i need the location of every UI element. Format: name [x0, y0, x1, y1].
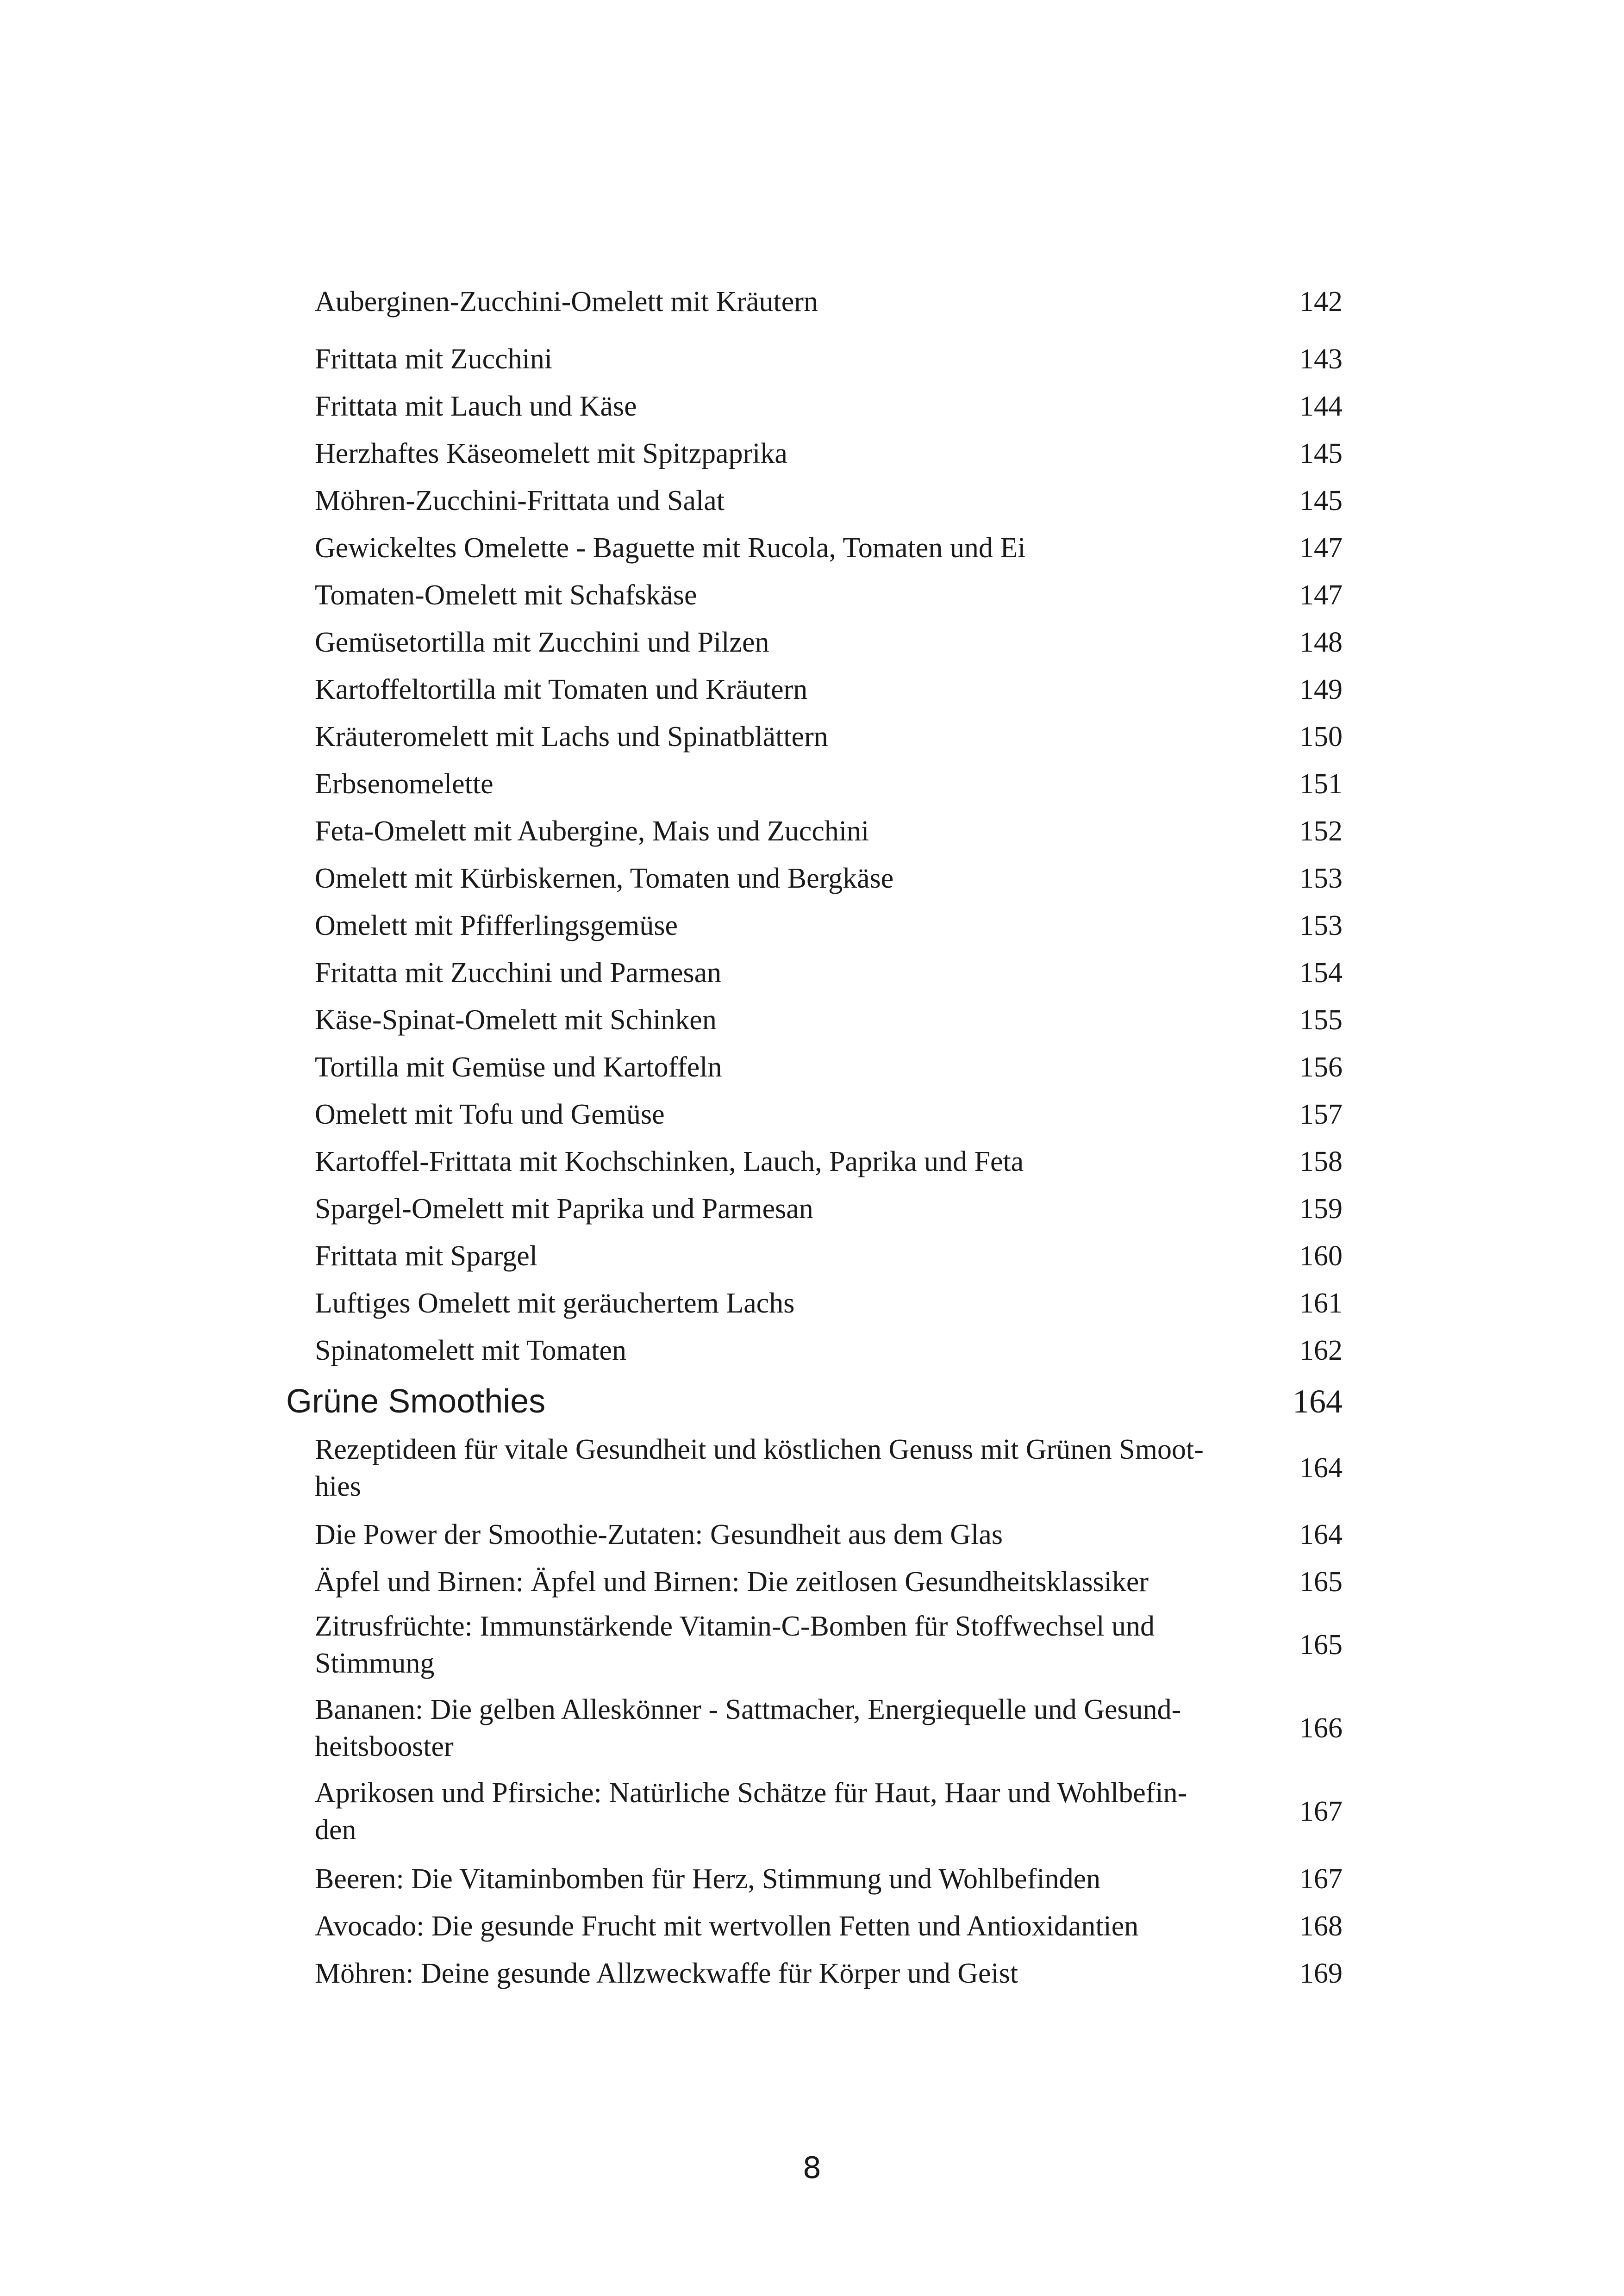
toc-entry-page: 162 [1299, 1335, 1343, 1366]
toc-entry-title-line: Bananen: Die gelben Alleskönner - Sattmacher, Energiequelle und Gesund- [315, 1694, 1181, 1725]
toc-entry-title: Gemüsetortilla mit Zucchini und Pilzen [315, 627, 769, 658]
toc-entry[interactable] [315, 482, 1343, 519]
toc-entry-page: 155 [1299, 1004, 1343, 1036]
toc-entry[interactable] [315, 765, 1343, 803]
toc-entry-page: 145 [1299, 438, 1343, 469]
toc-entry-page: 160 [1299, 1240, 1343, 1272]
toc-entry[interactable] [315, 1238, 1343, 1275]
toc-entry-title [315, 1691, 1287, 1765]
toc-entry[interactable] [315, 1143, 1343, 1180]
toc-entry[interactable] [315, 1190, 1343, 1227]
toc-entry-title-line: hies [315, 1471, 361, 1502]
toc-entry-page: 166 [1299, 1712, 1343, 1744]
toc-entry-title: Frittata mit Spargel [315, 1240, 538, 1272]
toc-entry-title: Frittata mit Zucchini [315, 343, 553, 375]
toc-entry[interactable] [315, 671, 1343, 708]
toc-entry-title: Kartoffeltortilla mit Tomaten und Kräutern [315, 674, 808, 705]
toc-entry-page: 167 [1299, 1796, 1343, 1827]
toc-entry-page: 145 [1299, 485, 1343, 516]
toc-entry-title: Spargel-Omelett mit Paprika und Parmesan [315, 1193, 813, 1225]
toc-entry-title: Die Power der Smoothie-Zutaten: Gesundheit aus dem Glas [315, 1519, 1003, 1550]
toc-entry[interactable] [315, 813, 1343, 850]
toc-entry-title: Kartoffel-Frittata mit Kochschinken, Lauch, Paprika und Feta [315, 1146, 1024, 1177]
toc-entry-title: Herzhaftes Käseomelett mit Spitzpaprika [315, 438, 787, 469]
toc-entry-title: Luftiges Omelett mit geräuchertem Lachs [315, 1288, 795, 1319]
toc-entry-page: 167 [1299, 1863, 1343, 1895]
toc-entry[interactable] [315, 283, 1343, 320]
toc-entry-page: 152 [1299, 815, 1343, 847]
toc-section-heading[interactable] [286, 1383, 1343, 1420]
toc-entry[interactable] [315, 1431, 1343, 1505]
toc-entry-title: Spinatomelett mit Tomaten [315, 1335, 626, 1366]
toc-entry-title: Kräuteromelett mit Lachs und Spinatblättern [315, 721, 828, 753]
toc-entry[interactable] [315, 624, 1343, 661]
toc-entry-title-line: heitsbooster [315, 1731, 454, 1762]
toc-entry-page: 158 [1299, 1146, 1343, 1177]
toc-entry-title: Beeren: Die Vitaminbomben für Herz, Stimmung und Wohlbefinden [315, 1863, 1101, 1895]
toc-entry-title: Erbsenomelette [315, 768, 493, 800]
toc-entry[interactable] [315, 388, 1343, 425]
toc-entry[interactable] [315, 435, 1343, 472]
toc-entry-page: 143 [1299, 343, 1343, 375]
toc-entry-page: 144 [1299, 391, 1343, 422]
toc-entry[interactable] [315, 577, 1343, 614]
toc-entry-page: 165 [1299, 1629, 1343, 1661]
toc-section-page: 164 [1293, 1383, 1343, 1420]
toc-entry-title: Omelett mit Pfifferlingsgemüse [315, 910, 678, 941]
toc-entry[interactable] [315, 1049, 1343, 1086]
toc-entry-title: Käse-Spinat-Omelett mit Schinken [315, 1004, 717, 1036]
toc-entry[interactable] [315, 341, 1343, 378]
toc-entry[interactable] [315, 1955, 1343, 1992]
toc-entry-title: Auberginen-Zucchini-Omelett mit Kräutern [315, 286, 818, 317]
toc-entry-title-line: Stimmung [315, 1648, 435, 1679]
toc-entry-title: Tortilla mit Gemüse und Kartoffeln [315, 1052, 722, 1083]
toc-entry-page: 157 [1299, 1099, 1343, 1130]
toc-entry-page: 148 [1299, 627, 1343, 658]
toc-entry-page: 149 [1299, 674, 1343, 705]
toc-entry-page: 153 [1299, 863, 1343, 894]
toc-entry[interactable] [315, 1285, 1343, 1322]
toc-entry-title: Avocado: Die gesunde Frucht mit wertvollen Fetten und Antioxidantien [315, 1910, 1139, 1942]
toc-entry[interactable] [315, 954, 1343, 991]
toc-entry[interactable] [315, 1608, 1343, 1682]
toc-entry[interactable] [315, 860, 1343, 897]
toc-entry-page: 156 [1299, 1052, 1343, 1083]
toc-entry-title: Äpfel und Birnen: Äpfel und Birnen: Die zeitlosen Gesundheitsklassiker [315, 1566, 1149, 1598]
toc-entry[interactable] [315, 1096, 1343, 1133]
toc-entry-title-line: Zitrusfrüchte: Immunstärkende Vitamin-C-Bomben für Stoffwechsel und [315, 1611, 1155, 1642]
toc-entry[interactable] [315, 907, 1343, 944]
toc-entry-title: Frittata mit Lauch und Käse [315, 391, 637, 422]
toc-entry-title [315, 1608, 1287, 1682]
toc-entry-title-line: Rezeptideen für vitale Gesundheit und köstlichen Genuss mit Grünen Smoot- [315, 1434, 1204, 1465]
toc-entry[interactable] [315, 1332, 1343, 1369]
toc-entry-title: Omelett mit Kürbiskernen, Tomaten und Bergkäse [315, 863, 894, 894]
toc-entry[interactable] [315, 529, 1343, 566]
toc-entry[interactable] [315, 1908, 1343, 1945]
toc-entry-page: 169 [1299, 1958, 1343, 1989]
toc-entry[interactable] [315, 1774, 1343, 1848]
toc-entry-title: Tomaten-Omelett mit Schafskäse [315, 579, 697, 611]
toc-entry-page: 159 [1299, 1193, 1343, 1225]
page-number: 8 [802, 2151, 822, 2185]
toc-entry-title-line: Aprikosen und Pfirsiche: Natürliche Schätze für Haut, Haar und Wohlbefin- [315, 1777, 1187, 1809]
toc-entry[interactable] [315, 718, 1343, 755]
toc-entry[interactable] [315, 1002, 1343, 1039]
toc-entry-title: Möhren: Deine gesunde Allzweckwaffe für Körper und Geist [315, 1958, 1018, 1989]
toc-entry-page: 154 [1299, 957, 1343, 989]
toc-entry-page: 161 [1299, 1288, 1343, 1319]
toc-entry-page: 153 [1299, 910, 1343, 941]
toc-entry-title: Omelett mit Tofu und Gemüse [315, 1099, 665, 1130]
toc-entry-title: Gewickeltes Omelette - Baguette mit Rucola, Tomaten und Ei [315, 532, 1026, 564]
toc-entry-page: 151 [1299, 768, 1343, 800]
toc-entry-page: 142 [1299, 286, 1343, 317]
toc-entry-page: 150 [1299, 721, 1343, 753]
toc-entry[interactable] [315, 1691, 1343, 1765]
toc-entry-page: 147 [1299, 579, 1343, 611]
toc-section-title: Grüne Smoothies [286, 1383, 546, 1420]
toc-entry-title: Möhren-Zucchini-Frittata und Salat [315, 485, 725, 516]
toc-entry-page: 168 [1299, 1910, 1343, 1942]
toc-entry-title [315, 1431, 1287, 1505]
toc-entry-title: Fritatta mit Zucchini und Parmesan [315, 957, 722, 989]
toc-entry-title-line: den [315, 1814, 356, 1846]
toc-entry-title: Feta-Omelett mit Aubergine, Mais und Zucchini [315, 815, 869, 847]
toc-entry-page: 147 [1299, 532, 1343, 564]
toc-entry[interactable] [315, 1860, 1343, 1898]
toc-entry[interactable] [315, 1563, 1343, 1600]
toc-entry-page: 165 [1299, 1566, 1343, 1598]
toc-entry-title [315, 1774, 1287, 1848]
toc-entry-page: 164 [1299, 1452, 1343, 1484]
toc-entry[interactable] [315, 1516, 1343, 1553]
toc-entry-page: 164 [1299, 1519, 1343, 1550]
